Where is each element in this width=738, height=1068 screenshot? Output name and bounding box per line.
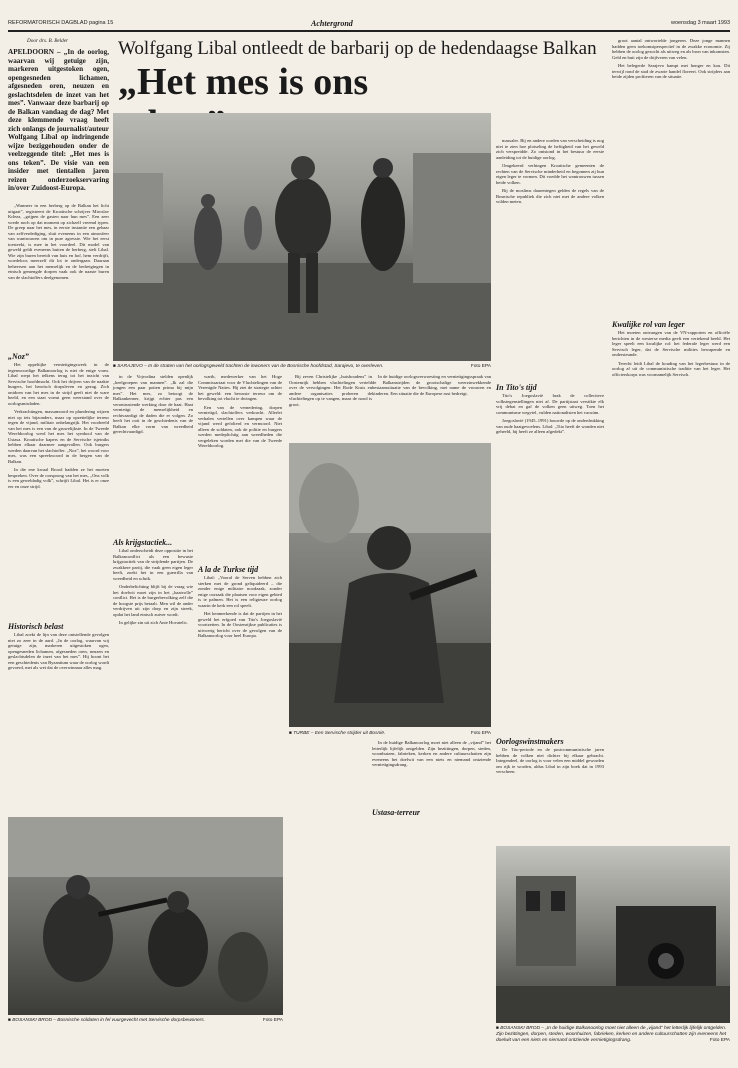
column-1b: [8, 362, 109, 492]
header-rule: [8, 30, 730, 32]
column-3: [198, 374, 282, 452]
subhead-ustasa: Ustasa-terreur: [372, 808, 421, 817]
paragraph: massaler. Bij en andere oorden van verscheiding is nog niet te zien hoe plotseling de heftigheid van het geweld zich verspreidde. Zo ontstond in het bestuur de eerste aanleiding tot de huidige oorlog.: [496, 138, 604, 160]
caption-top: [113, 364, 491, 370]
paragraph: „Wanneer in een herberg op de Balkan het licht uitgaat”, registreert de Kroatische schrijver Miroslav Krleza, „grijpen de gasten naar hun mes”. Een zeer wrede noch op dat moment op zichzelf vreemd typen. De greep naar het mes, in eerste instantie een gebaar van zelfverdediging, sluit eveneens in een atmosfeer van wantrouwen om in pure agressie. Wie het eerst toesteekt, is mee in het voordeel. Dit model van geweld geldt eveneens buiten de herberg, stelt Libal. Wie zijn buren bereidt van huis en hof, hem verdrijft, woedeloos meerzelf dit lot te ondergaan. Daaraan beheersen aan het menselijk en de bedreigingen in etnisch gemengde dorpen vaak ook de naaste buren van de slachtoffers deelgenomen.: [8, 203, 109, 280]
caption-top-text: ■ SARAJEVO – In de straten van het oorlogsgeweld trachten de inwoners van de Bosnische hoofdstad, Sarajevo, te overleven.: [113, 364, 384, 369]
paragraph: in de Vojvodina stelden openlijk „heelgroepen van mannen”. „Ik zal die jongen een paar potten prima bij mijn mes”. Het mes, zo betoogt de Balkankenner, krijgt echter pas een verontrustende werking door de haat. Haat vernietigt de menselijkheid en rechtvaardigt de daden die er volgen. Zo heeft het ooit in de geschiedenis van de Balkan elke vorm van wreedheid gerechtvaardigd.: [113, 374, 193, 434]
caption-middle-credit: Foto EPA: [470, 731, 491, 736]
photo-turbe: [289, 443, 491, 727]
paragraph: In die ene kwaal Brood hadden ze het moeten bespreken. Over de oorsprong van het mes, „Ons volk is een geweldadig volk”, schrijft Libal. Het is er onze eer en onze strijd.: [8, 467, 109, 489]
paragraph: Joegoslavië (1945–1991) bouwde op de onderdrukking van oude haatgevoelens. Libal: „Tito heeft de wonden niet geheeld, hij heeft ze alleen afgedekt”.: [496, 418, 604, 434]
photo-sarajevo: [113, 113, 491, 361]
caption-bottom-left-text: ■ BOSANSKI BROD – Bosnische soldaten in fel vuurgevecht met Servische dorpsbewoners.: [8, 1018, 205, 1023]
column-4: [289, 374, 372, 410]
photo-turbe-image: [289, 443, 491, 727]
paragraph: warth, medewerker van het Hoge Commissariaat voor de Vluchtelingen van de Verenigde Naties. Hij ziet de strategie achter het geweld: een bewuste terreur om de bevolking tot vlucht te dwingen.: [198, 374, 282, 401]
paper-name: REFORMATORISCH DAGBLAD pagina 15: [8, 20, 114, 26]
paragraph: Omgekeerd verhingen Kroatische gemeenten de rechten van de Servische minderheid en begonnen zij hun eigen leger te vormen. Dit voedde het wantrouwen tussen beide volken.: [496, 163, 604, 185]
photo-bosanski-brod-soldiers: [8, 817, 283, 1015]
subhead-noz: „Noz”: [8, 352, 29, 361]
caption-bottom-right-credit: Foto EPA: [709, 1038, 730, 1043]
paragraph: Het moeten ontvangen van de VN-rapporten en officiële berichten in de westerse media geeft een vertekend beeld. Het leger speelt een kwalijke rol: het federale leger werd een Servisch leger, dat de Servische milities bewapende en ondersteunde.: [612, 330, 730, 357]
column-7b: [612, 330, 730, 380]
caption-top-credit: Foto EPA: [470, 364, 491, 369]
column-2: [113, 374, 193, 438]
kicker: Wolfgang Libal ontleedt de barbarij op de hedendaagse Balkan: [118, 38, 597, 59]
column-5: [372, 374, 491, 399]
section-title: Achtergrond: [311, 19, 353, 28]
column-2b: [113, 548, 193, 629]
paragraph: Libal: „Vooral de Serven hebben zich sterken met de grond geliquideerd – die zonder enige militaire noodzaak, zonder enige oorzaak die plaatsen voor eigen gebied is te palmen. Het is een religieuze oorlog waarin de kerk een rol speelt.: [198, 575, 282, 608]
caption-middle-text: ■ TURBE – Een Servische strijder uit Bosnië.: [289, 731, 386, 736]
paragraph: Bij de moslims daarentegen gelden de regels van de Bosnische republiek die zich niet met de andere volken wilden meten.: [496, 188, 604, 204]
paragraph: Het oppeliijke vernietigingswerk in de tegenwoordige Balkanoorlog is niet de enige vorm. Libal roept het telkens terug tot het inzicht van Servische hoofdmacht. Ook het drijven van de naakte burgers, het heroïsch dorpsleven en gezag. Zich ontdoen van het mes in de strijd geeft niet de ware beeld, en een staat vormt geen weerstand over de oorlogsmisdaden.: [8, 362, 109, 406]
subhead-winstmakers: Oorlogswinstmakers: [496, 737, 564, 746]
page-date: woensdag 3 maart 1993: [670, 20, 730, 26]
paragraph: Libal zoekt de lijn van deze ontstellende gevolgen niet zo zeer in de aard. „In de oorlog, waarvan wij getuige zijn, markeren uitgestoken ogen, opengesneden lichamen, afgesneden oren, neuzen en geslachtsdelen de inzet van het mes”. Hij hoont het een geschiedenis van Byzantium waar de oorlog wordt gevoerd, met als wet dat de overwinnaar alles mag.: [8, 632, 109, 670]
subhead-krijgstactiek: Als krijgstactiek...: [113, 538, 173, 547]
caption-bottom-right: [496, 1026, 730, 1044]
column-4b: [372, 740, 491, 771]
photo-soldiers-image: [8, 817, 283, 1015]
subhead-leger: Kwalijke rol van leger: [612, 320, 685, 329]
paragraph: Onderbelichting blijft bij de vraag wie het doelwit moet zijn in het „haatvolle” conflict. Het is de burgerbevolking zelf die de hoogste prijs betaalt. Men wil de ander verdrijven uit zijn dorp en zijn streek, opdat het land etnisch zuiver wordt.: [113, 584, 193, 617]
caption-middle: [289, 731, 491, 737]
column-1: [8, 203, 109, 283]
subhead-tito: In Tito's tijd: [496, 383, 537, 392]
caption-bottom-left: [8, 1018, 283, 1024]
paragraph: In de huidige oorlogsverwoesting en vernietigingsspraak van de Balkanstrijden de grootschalige weerzinwekkende bestaanssituatie van de bevolking, met name de vrouwen en kinderen. Een situatie die de Europese rust bedreigt.: [372, 374, 491, 396]
photo-sarajevo-image: [113, 113, 491, 361]
column-6b: [496, 393, 604, 438]
column-3b: [198, 575, 282, 642]
column-6c: [496, 747, 604, 778]
paragraph: Een van de vernedering, dorpen vernietigd, slachtoffers verkracht. Allerlei verhalen vertellen over kampen waar de vijand werd gefolterd en vermoord. Niet alleen de soldaten, ook de politie en burgers werden medeplichtig aan wreedheden die vergeleken worden met die van de Tweede Wereldoorlog.: [198, 404, 282, 448]
paragraph: In gelijke zin uit zich Ante Hovatelic.: [119, 620, 189, 625]
subhead-turkse-tijd: A la de Turkse tijd: [198, 565, 259, 574]
paragraph: Het belegerde Sarajevo kampt met honger en kou. Dit terwijl rond de stad de zwarte handel floreert. Ook strijders aan beide zijden profiteren van de situatie.: [612, 63, 730, 79]
photo-bosanski-brod-ruins: [496, 846, 730, 1023]
paragraph: De Tito-periode en de postcommunistische jaren hebben de volken niet dichter bij elkaar gebracht. Integendeel, de oorlog is voor velen een middel geworden om rijk te worden, aldus Libal in zijn boek dat in 1993 verscheen.: [496, 747, 604, 774]
header-bar: [8, 20, 730, 30]
caption-bottom-right-text: ■ BOSANSKI BROD – „In de huidige Balkanoorlog moet niet alleen de „vijand” het letterlijk lijfelijk ontgelden. Zijn bezittingen, dorpen, steden, woonhuizen, fabrieken, kerken en andere cultuurschatten zijn eveneens het doelwit van een niets en niemand ontziende vernietigingsdrang.: [496, 1026, 727, 1043]
byline: Door drs. B. Belder: [27, 38, 69, 44]
paragraph: Tito's Joegoslavië brak de collectieve volkstegenstellingen niet af. De partijstaat verstikte elk vrij debat en gaf de volken geen uitweg. Toen het communisme wegviel, vulden nationalisten het vacuüm.: [496, 393, 604, 415]
subhead-historisch: Historisch belast: [8, 622, 64, 631]
paragraph: Libal onderscheidt deze oppositie in het Balkanconflict als een bewuste krijgstactiek van de strijdende partijen. De zwakkere partij, die vaak geen eigen leger heeft, zoekt het in een guerrilla van wreedheid en schrik.: [113, 548, 193, 581]
photo-ruins-image: [496, 846, 730, 1023]
paragraph: Terecht leidt Libal de houding van het legerbestuur in de oorlog af uit de communistische traditie van het leger. Het officierskorps was voornamelijk Servisch.: [612, 360, 730, 377]
column-7: [612, 38, 730, 83]
column-1c: [8, 632, 109, 674]
paragraph: In de huidige Balkanoorlog moet niet alleen de „vijand” het letterlijk lijfelijk ontgelden. Zijn bezittingen, dorpen, steden, woonhuizen, fabrieken, kerken en andere cultuurschatten zijn eveneens het doelwit van een niets en niemand ontziende vernietigingsdrang.: [372, 740, 491, 767]
paragraph: groot aantal ontwortelde jongeren. Deze jonge mannen hadden geen toekomstperspectief in de zwakke economie. Zij hebben de oorlog gezocht als uitweg en als bron van inkomsten. Geld en buit zijn de drijfveren van velen.: [612, 38, 730, 60]
caption-bottom-left-credit: Foto EPA: [262, 1018, 283, 1023]
paragraph: Bij zeven Christelijke „huishoudens” in Oostenrijk hebben vluchtelingen verteld over de vervolgingen. Het Rode Kruis en andere organisaties proberen de vluchtelingen op te vangen, maar de nood is groot.: [289, 374, 372, 407]
paragraph: Het kenmerkende is dat de partijen in het geweld het erfgoed van Tito's Joegoslavië voortzetten. In de Oostenrijkse publicaties is uitvoerig bericht over de gevolgen van de Balkanoorlog voor heel Europa.: [198, 611, 282, 638]
paragraph: Verkrachtingen, massamoord en plundering wijzen niet op iets bijzonders, maar op opzettelijke terreur tegen de vijand, militair onbelangrijk. Het voorbeeld van het mes is een van de gruwelijkste. In de Tweede Wereldoorlog werd het mes het symbool van de Ustasa. Kroatische kapers en de Servische tsjetniks hebben elkaar daarmee aangevallen. Ook burgers werden daarvan het slachtoffer. „Noz”, het woord voor mes, was een spreekwoord in de bergen van de Balkan.: [8, 409, 109, 464]
intro-text: APELDOORN – „In de oorlog, waarvan wij getuige zijn, markeren uitgestoken ogen, opengesneden lichamen, afgesneden oren, neuzen en geslachtsdelen de inzet van het mes”. Vanwaar deze barbarij op de Balkan vandaag de dag? Met deze klemmende vraag heeft zich onlangs de journalist/auteur Wolfgang Libal op indringende wijze beziggehouden onder de veelzeggende titel: „Het mes is ons teken”. De visie van een insider met tientallen jaren reizen onderzoekservaring in/over Zuidoost-Europa.: [8, 48, 109, 192]
headline: „Het mes is ons: [118, 61, 369, 103]
column-6: [496, 138, 604, 208]
